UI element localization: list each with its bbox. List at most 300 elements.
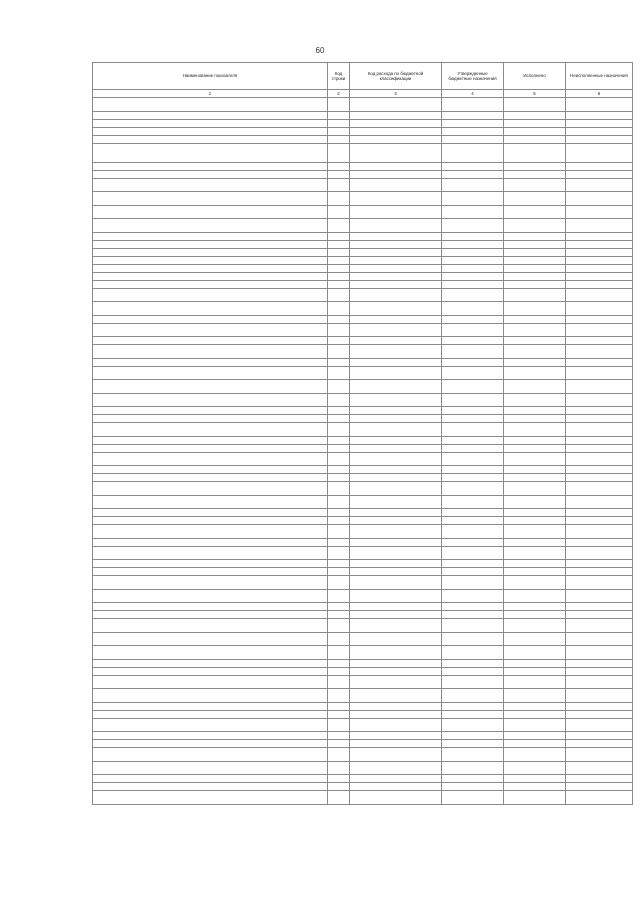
- row-line-code: [328, 248, 350, 256]
- row-name: [93, 423, 328, 437]
- row-unexecuted: [566, 603, 633, 611]
- row-line-code: [328, 482, 350, 496]
- row-executed: [504, 748, 566, 762]
- row-name: [93, 407, 328, 415]
- row-budget-code: [350, 232, 442, 240]
- row-line-code: [328, 718, 350, 732]
- row-budget-code: [350, 111, 442, 119]
- row-line-code: [328, 337, 350, 345]
- row-line-code: [328, 560, 350, 568]
- row-approved: [442, 444, 504, 452]
- row-approved: [442, 611, 504, 619]
- table-row: [93, 667, 633, 675]
- column-number: 1: [93, 90, 328, 98]
- row-line-code: [328, 423, 350, 437]
- row-line-code: [328, 119, 350, 127]
- row-approved: [442, 366, 504, 380]
- row-unexecuted: [566, 127, 633, 135]
- row-approved: [442, 162, 504, 170]
- table-row: [93, 219, 633, 233]
- row-name: [93, 646, 328, 660]
- row-line-code: [328, 358, 350, 366]
- row-line-code: [328, 452, 350, 466]
- row-executed: [504, 170, 566, 178]
- row-unexecuted: [566, 162, 633, 170]
- table-row: [93, 611, 633, 619]
- row-executed: [504, 517, 566, 525]
- row-line-code: [328, 232, 350, 240]
- row-name: [93, 178, 328, 192]
- row-budget-code: [350, 619, 442, 633]
- row-line-code: [328, 568, 350, 576]
- row-unexecuted: [566, 119, 633, 127]
- row-unexecuted: [566, 560, 633, 568]
- row-name: [93, 611, 328, 619]
- row-unexecuted: [566, 646, 633, 660]
- row-executed: [504, 302, 566, 316]
- row-unexecuted: [566, 358, 633, 366]
- row-executed: [504, 576, 566, 590]
- row-approved: [442, 248, 504, 256]
- row-line-code: [328, 589, 350, 603]
- table-row: [93, 302, 633, 316]
- row-line-code: [328, 611, 350, 619]
- row-budget-code: [350, 288, 442, 302]
- row-unexecuted: [566, 509, 633, 517]
- row-line-code: [328, 162, 350, 170]
- row-line-code: [328, 111, 350, 119]
- row-budget-code: [350, 761, 442, 775]
- table-row: [93, 632, 633, 646]
- row-executed: [504, 466, 566, 474]
- row-approved: [442, 538, 504, 546]
- row-approved: [442, 646, 504, 660]
- row-budget-code: [350, 444, 442, 452]
- row-unexecuted: [566, 589, 633, 603]
- row-unexecuted: [566, 232, 633, 240]
- row-unexecuted: [566, 407, 633, 415]
- row-approved: [442, 525, 504, 539]
- row-line-code: [328, 710, 350, 718]
- table-row: [93, 748, 633, 762]
- row-budget-code: [350, 380, 442, 394]
- row-unexecuted: [566, 345, 633, 359]
- table-row: [93, 710, 633, 718]
- row-approved: [442, 232, 504, 240]
- row-budget-code: [350, 576, 442, 590]
- row-approved: [442, 143, 504, 162]
- row-approved: [442, 288, 504, 302]
- row-budget-code: [350, 560, 442, 568]
- row-approved: [442, 740, 504, 748]
- row-budget-code: [350, 667, 442, 675]
- row-budget-code: [350, 517, 442, 525]
- row-name: [93, 436, 328, 444]
- row-unexecuted: [566, 568, 633, 576]
- row-name: [93, 162, 328, 170]
- row-name: [93, 323, 328, 337]
- row-budget-code: [350, 740, 442, 748]
- row-executed: [504, 710, 566, 718]
- row-name: [93, 135, 328, 143]
- row-executed: [504, 732, 566, 740]
- row-unexecuted: [566, 143, 633, 162]
- row-approved: [442, 264, 504, 272]
- row-unexecuted: [566, 659, 633, 667]
- row-budget-code: [350, 732, 442, 740]
- row-unexecuted: [566, 98, 633, 112]
- row-line-code: [328, 659, 350, 667]
- row-name: [93, 474, 328, 482]
- row-line-code: [328, 280, 350, 288]
- row-approved: [442, 702, 504, 710]
- row-budget-code: [350, 192, 442, 206]
- row-line-code: [328, 675, 350, 689]
- table-row: [93, 280, 633, 288]
- row-unexecuted: [566, 366, 633, 380]
- row-approved: [442, 205, 504, 219]
- table-row: [93, 576, 633, 590]
- table-row: [93, 272, 633, 280]
- row-line-code: [328, 495, 350, 509]
- table-row: [93, 232, 633, 240]
- table-row: [93, 466, 633, 474]
- table-row: [93, 775, 633, 783]
- table-row: [93, 675, 633, 689]
- row-budget-code: [350, 315, 442, 323]
- table-row: [93, 444, 633, 452]
- row-approved: [442, 689, 504, 703]
- row-budget-code: [350, 436, 442, 444]
- row-budget-code: [350, 407, 442, 415]
- row-executed: [504, 525, 566, 539]
- row-name: [93, 248, 328, 256]
- row-approved: [442, 280, 504, 288]
- row-unexecuted: [566, 632, 633, 646]
- row-name: [93, 393, 328, 407]
- row-approved: [442, 619, 504, 633]
- row-line-code: [328, 302, 350, 316]
- header-unexecuted: Неисполненные назначения: [566, 63, 633, 90]
- row-executed: [504, 775, 566, 783]
- row-executed: [504, 619, 566, 633]
- row-unexecuted: [566, 393, 633, 407]
- row-name: [93, 619, 328, 633]
- table-row: [93, 517, 633, 525]
- row-unexecuted: [566, 732, 633, 740]
- row-name: [93, 482, 328, 496]
- row-line-code: [328, 546, 350, 560]
- row-approved: [442, 415, 504, 423]
- table-row: [93, 393, 633, 407]
- row-unexecuted: [566, 111, 633, 119]
- row-name: [93, 517, 328, 525]
- row-line-code: [328, 345, 350, 359]
- row-budget-code: [350, 466, 442, 474]
- row-name: [93, 659, 328, 667]
- header-executed: Исполнено: [504, 63, 566, 90]
- table-row: [93, 170, 633, 178]
- table-row: [93, 525, 633, 539]
- row-approved: [442, 667, 504, 675]
- row-approved: [442, 632, 504, 646]
- row-budget-code: [350, 675, 442, 689]
- row-line-code: [328, 143, 350, 162]
- row-unexecuted: [566, 205, 633, 219]
- row-name: [93, 219, 328, 233]
- row-executed: [504, 667, 566, 675]
- row-executed: [504, 288, 566, 302]
- table-row: [93, 718, 633, 732]
- row-unexecuted: [566, 667, 633, 675]
- row-budget-code: [350, 358, 442, 366]
- row-unexecuted: [566, 280, 633, 288]
- row-unexecuted: [566, 710, 633, 718]
- row-line-code: [328, 323, 350, 337]
- row-approved: [442, 576, 504, 590]
- row-approved: [442, 337, 504, 345]
- row-executed: [504, 632, 566, 646]
- row-executed: [504, 603, 566, 611]
- row-line-code: [328, 407, 350, 415]
- table-row: [93, 256, 633, 264]
- row-line-code: [328, 192, 350, 206]
- row-executed: [504, 538, 566, 546]
- row-executed: [504, 119, 566, 127]
- row-executed: [504, 436, 566, 444]
- table-row: [93, 568, 633, 576]
- row-name: [93, 119, 328, 127]
- row-executed: [504, 415, 566, 423]
- row-name: [93, 240, 328, 248]
- row-name: [93, 718, 328, 732]
- row-approved: [442, 111, 504, 119]
- row-budget-code: [350, 748, 442, 762]
- row-name: [93, 761, 328, 775]
- row-executed: [504, 111, 566, 119]
- row-executed: [504, 345, 566, 359]
- row-budget-code: [350, 775, 442, 783]
- table-row: [93, 732, 633, 740]
- table-row: [93, 546, 633, 560]
- table-row: [93, 135, 633, 143]
- row-budget-code: [350, 525, 442, 539]
- row-line-code: [328, 576, 350, 590]
- row-executed: [504, 546, 566, 560]
- row-approved: [442, 452, 504, 466]
- row-budget-code: [350, 240, 442, 248]
- row-line-code: [328, 702, 350, 710]
- row-budget-code: [350, 302, 442, 316]
- row-name: [93, 415, 328, 423]
- row-unexecuted: [566, 517, 633, 525]
- row-executed: [504, 337, 566, 345]
- row-executed: [504, 248, 566, 256]
- row-budget-code: [350, 143, 442, 162]
- row-unexecuted: [566, 264, 633, 272]
- row-name: [93, 452, 328, 466]
- row-unexecuted: [566, 495, 633, 509]
- row-approved: [442, 474, 504, 482]
- row-budget-code: [350, 415, 442, 423]
- row-name: [93, 380, 328, 394]
- row-name: [93, 791, 328, 805]
- row-line-code: [328, 509, 350, 517]
- row-line-code: [328, 748, 350, 762]
- row-unexecuted: [566, 718, 633, 732]
- row-approved: [442, 323, 504, 337]
- budget-execution-table: [92, 62, 633, 805]
- row-executed: [504, 423, 566, 437]
- row-approved: [442, 659, 504, 667]
- row-budget-code: [350, 135, 442, 143]
- row-name: [93, 345, 328, 359]
- table-row: [93, 603, 633, 611]
- row-executed: [504, 272, 566, 280]
- row-executed: [504, 264, 566, 272]
- row-name: [93, 205, 328, 219]
- table-row: [93, 646, 633, 660]
- row-line-code: [328, 667, 350, 675]
- row-executed: [504, 178, 566, 192]
- row-executed: [504, 675, 566, 689]
- table-row: [93, 423, 633, 437]
- row-name: [93, 280, 328, 288]
- row-unexecuted: [566, 436, 633, 444]
- row-name: [93, 525, 328, 539]
- table-row: [93, 740, 633, 748]
- header-budget-code: Код расхода по бюджетной классификации: [350, 63, 442, 90]
- row-budget-code: [350, 256, 442, 264]
- row-executed: [504, 240, 566, 248]
- row-name: [93, 576, 328, 590]
- row-unexecuted: [566, 302, 633, 316]
- row-unexecuted: [566, 452, 633, 466]
- row-unexecuted: [566, 474, 633, 482]
- row-unexecuted: [566, 240, 633, 248]
- row-line-code: [328, 436, 350, 444]
- table-row: [93, 205, 633, 219]
- row-approved: [442, 560, 504, 568]
- table-row: [93, 659, 633, 667]
- row-executed: [504, 323, 566, 337]
- row-name: [93, 603, 328, 611]
- row-budget-code: [350, 272, 442, 280]
- row-name: [93, 302, 328, 316]
- row-line-code: [328, 525, 350, 539]
- row-budget-code: [350, 170, 442, 178]
- row-unexecuted: [566, 675, 633, 689]
- row-budget-code: [350, 323, 442, 337]
- row-unexecuted: [566, 791, 633, 805]
- table-row: [93, 192, 633, 206]
- row-executed: [504, 315, 566, 323]
- table-row: [93, 264, 633, 272]
- row-line-code: [328, 219, 350, 233]
- row-executed: [504, 689, 566, 703]
- row-name: [93, 546, 328, 560]
- row-name: [93, 127, 328, 135]
- row-name: [93, 98, 328, 112]
- row-approved: [442, 170, 504, 178]
- row-approved: [442, 710, 504, 718]
- row-name: [93, 315, 328, 323]
- table-row: [93, 323, 633, 337]
- row-executed: [504, 482, 566, 496]
- row-unexecuted: [566, 619, 633, 633]
- row-executed: [504, 509, 566, 517]
- column-number: 5: [504, 90, 566, 98]
- table-row: [93, 248, 633, 256]
- row-budget-code: [350, 611, 442, 619]
- row-executed: [504, 791, 566, 805]
- row-budget-code: [350, 568, 442, 576]
- row-name: [93, 775, 328, 783]
- row-unexecuted: [566, 256, 633, 264]
- row-unexecuted: [566, 272, 633, 280]
- row-name: [93, 111, 328, 119]
- table-row: [93, 589, 633, 603]
- row-line-code: [328, 444, 350, 452]
- row-unexecuted: [566, 288, 633, 302]
- table-row: [93, 783, 633, 791]
- row-name: [93, 689, 328, 703]
- table-row: [93, 509, 633, 517]
- row-executed: [504, 560, 566, 568]
- row-name: [93, 667, 328, 675]
- row-budget-code: [350, 127, 442, 135]
- row-unexecuted: [566, 423, 633, 437]
- row-line-code: [328, 366, 350, 380]
- table-row: [93, 452, 633, 466]
- row-name: [93, 732, 328, 740]
- row-name: [93, 444, 328, 452]
- row-approved: [442, 791, 504, 805]
- row-line-code: [328, 689, 350, 703]
- row-budget-code: [350, 205, 442, 219]
- row-executed: [504, 127, 566, 135]
- row-budget-code: [350, 280, 442, 288]
- table-row: [93, 791, 633, 805]
- row-budget-code: [350, 423, 442, 437]
- row-name: [93, 256, 328, 264]
- row-budget-code: [350, 589, 442, 603]
- row-line-code: [328, 619, 350, 633]
- row-name: [93, 589, 328, 603]
- row-budget-code: [350, 345, 442, 359]
- table-row: [93, 436, 633, 444]
- row-name: [93, 272, 328, 280]
- row-name: [93, 366, 328, 380]
- row-budget-code: [350, 264, 442, 272]
- row-unexecuted: [566, 576, 633, 590]
- row-line-code: [328, 761, 350, 775]
- row-executed: [504, 205, 566, 219]
- row-executed: [504, 452, 566, 466]
- table-row: [93, 111, 633, 119]
- row-approved: [442, 423, 504, 437]
- row-name: [93, 232, 328, 240]
- row-line-code: [328, 272, 350, 280]
- row-budget-code: [350, 603, 442, 611]
- row-executed: [504, 280, 566, 288]
- table-row: [93, 619, 633, 633]
- row-budget-code: [350, 452, 442, 466]
- row-line-code: [328, 178, 350, 192]
- row-budget-code: [350, 393, 442, 407]
- row-approved: [442, 272, 504, 280]
- row-approved: [442, 407, 504, 415]
